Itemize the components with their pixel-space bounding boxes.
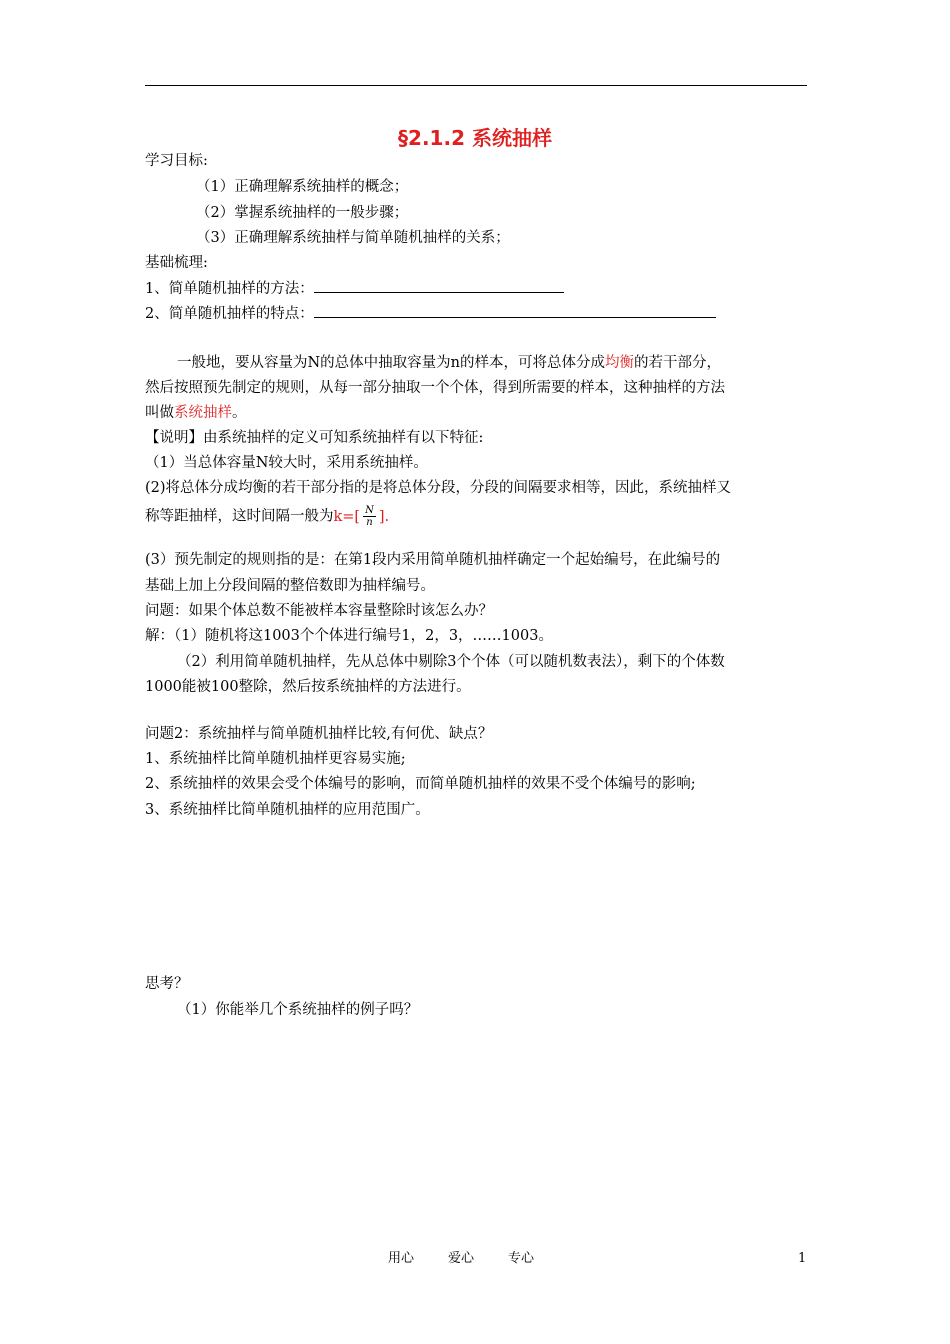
- footer-motto-3: 专心: [508, 1251, 535, 1266]
- page-title: §2.1.2 系统抽样: [398, 126, 552, 150]
- definition-text: 的若干部分，: [634, 355, 722, 371]
- objective-item: （1）正确理解系统抽样的概念；: [196, 179, 409, 195]
- footer-motto-1: 用心: [388, 1251, 415, 1266]
- answer-blank[interactable]: [314, 303, 716, 318]
- definition-line-2: 然后按照预先制定的规则，从每一部分抽取一个个体，得到所需要的样本，这种抽样的方法: [145, 380, 725, 396]
- header-rule: [145, 85, 807, 86]
- note-3-line-1: (3）预先制定的规则指的是：在第1段内采用简单随机抽样确定一个起始编号，在此编号的: [145, 552, 721, 568]
- question-2-item: 2、系统抽样的效果会受个体编号的影响，而简单随机抽样的效果不受个体编号的影响;: [145, 776, 696, 792]
- answer-1-step-2-line-1: （2）利用简单随机抽样，先从总体中剔除3个个体（可以随机数表法），剩下的个体数: [177, 654, 725, 670]
- basics-question-1: [145, 278, 564, 299]
- notes-heading: 【说明】由系统抽样的定义可知系统抽样有以下特征:: [145, 430, 484, 446]
- footer-motto-2: 爱心: [448, 1251, 475, 1266]
- objective-item: （2）掌握系统抽样的一般步骤；: [196, 205, 409, 221]
- definition-line-3: [145, 403, 247, 423]
- definition-text: 。: [232, 405, 247, 421]
- definition-highlight: 均衡: [605, 355, 635, 371]
- basics-question-1-label: 1、简单随机抽样的方法：: [145, 281, 314, 297]
- think-heading: 思考？: [145, 976, 189, 992]
- fraction-numerator: N: [365, 505, 374, 516]
- question-2-item: 1、系统抽样比简单随机抽样更容易实施;: [145, 751, 406, 767]
- interval-formula: [333, 505, 390, 528]
- question-1: 问题：如果个体总数不能被样本容量整除时该怎么办？: [145, 603, 493, 619]
- basics-question-2-label: 2、简单随机抽样的特点：: [145, 306, 314, 322]
- fraction-denominator: n: [366, 517, 373, 528]
- definition-text: 叫做: [145, 405, 174, 421]
- note-2-line-2: [145, 505, 389, 528]
- definition-text: 一般地，要从容量为N的总体中抽取容量为n的样本，可将总体分成: [177, 355, 606, 371]
- definition-highlight: 系统抽样: [174, 405, 232, 421]
- answer-1-step-1: 解：（1）随机将这1003个个体进行编号1，2，3，……1003。: [145, 628, 553, 644]
- question-2: 问题2：系统抽样与简单随机抽样比较,有何优、缺点？: [145, 726, 493, 742]
- answer-1-step-2-line-2: 1000能被100整除，然后按系统抽样的方法进行。: [145, 679, 471, 695]
- answer-blank[interactable]: [314, 278, 564, 293]
- formula-suffix: ].: [378, 508, 390, 525]
- formula-prefix: k=[: [333, 508, 361, 525]
- page-number: 1: [798, 1251, 807, 1266]
- definition-line-1: [177, 353, 721, 373]
- objective-item: （3）正确理解系统抽样与简单随机抽样的关系；: [196, 230, 510, 246]
- note-text: 称等距抽样，这时间隔一般为: [145, 508, 334, 525]
- note-3-line-2: 基础上加上分段间隔的整倍数即为抽样编号。: [145, 578, 435, 594]
- basics-heading: 基础梳理:: [145, 255, 208, 271]
- objectives-heading: 学习目标:: [145, 153, 208, 169]
- basics-question-2: [145, 303, 716, 324]
- note-1: （1）当总体容量N较大时，采用系统抽样。: [145, 455, 428, 471]
- think-item: （1）你能举几个系统抽样的例子吗？: [177, 1002, 419, 1018]
- note-2-line-1: (2)将总体分成均衡的若干部分指的是将总体分段，分段的间隔要求相等，因此，系统抽样又: [145, 480, 732, 496]
- question-2-item: 3、系统抽样比简单随机抽样的应用范围广。: [145, 802, 430, 818]
- fraction-n-over-n: [363, 505, 376, 528]
